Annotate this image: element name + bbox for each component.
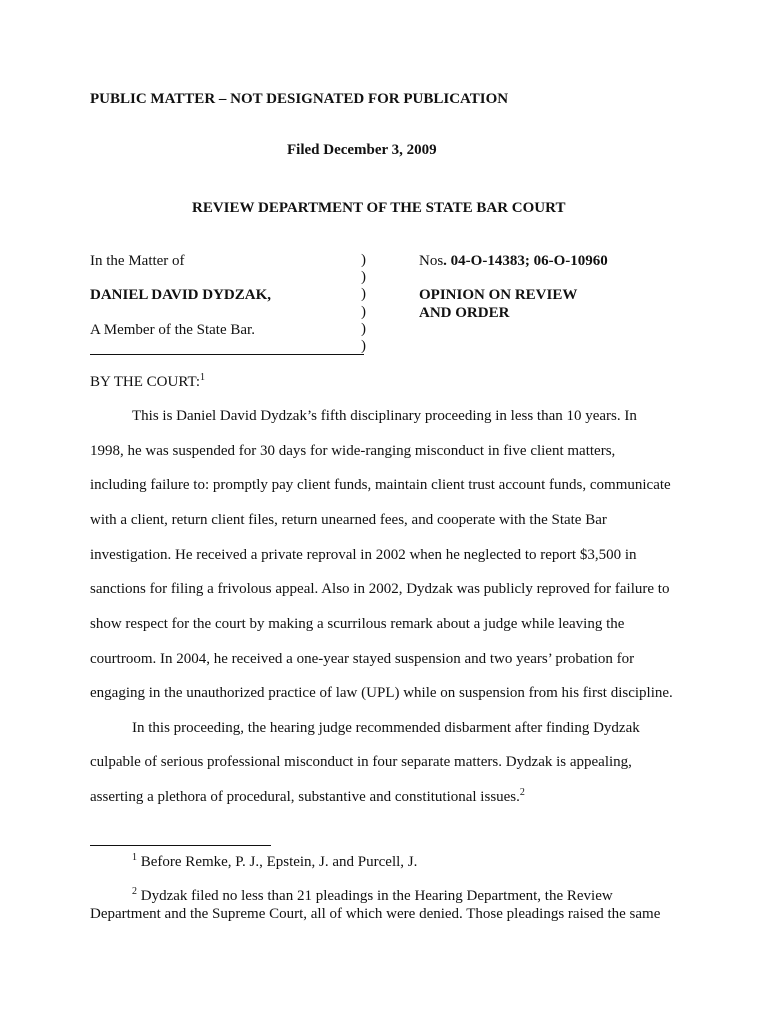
paragraph-line: In this proceeding, the hearing judge recommended disbarment after finding Dydzak <box>132 720 640 736</box>
filed-date: Filed December 3, 2009 <box>287 142 437 158</box>
case-numbers <box>419 252 608 270</box>
paragraph-line <box>90 788 690 806</box>
paragraph-line: 1998, he was suspended for 30 days for wide-ranging misconduct in five client matters, <box>90 443 616 459</box>
public-matter-heading: PUBLIC MATTER – NOT DESIGNATED FOR PUBLICATION <box>90 91 509 107</box>
paragraph-line: This is Daniel David Dydzak’s fifth disciplinary proceeding in less than 10 years. In <box>132 408 637 424</box>
paragraph-line: including failure to: promptly pay client funds, maintain client trust account funds, communicate <box>90 477 671 493</box>
opinion-title-line-1: OPINION ON REVIEW <box>419 287 578 303</box>
paragraph-line: investigation. He received a private reproval in 2002 when he neglected to report $3,500 in <box>90 547 637 563</box>
caption-paren: ) <box>361 269 366 285</box>
footnote-1 <box>132 853 417 871</box>
in-the-matter-label: In the Matter of <box>90 253 185 269</box>
footnote-2-line-1 <box>132 887 613 905</box>
caption-divider <box>90 354 364 355</box>
by-the-court-text: BY THE COURT: <box>90 374 201 390</box>
footnote-2-number: 2 <box>132 886 137 897</box>
footnote-ref-2: 2 <box>519 787 525 798</box>
case-numbers-value: . 04-O-14383; 06-O-10960 <box>443 253 608 269</box>
by-the-court <box>90 373 205 391</box>
caption-paren: ) <box>361 321 366 337</box>
caption-paren: ) <box>361 338 366 354</box>
footnote-separator <box>90 845 271 846</box>
paragraph-line: sanctions for filing a frivolous appeal. Also in 2002, Dydzak was publicly reproved for failure to <box>90 581 670 597</box>
caption-paren: ) <box>361 304 366 320</box>
footnote-2-text: Dydzak filed no less than 21 pleadings in the Hearing Department, the Review <box>137 888 613 904</box>
court-name: REVIEW DEPARTMENT OF THE STATE BAR COURT <box>192 200 566 216</box>
paragraph-line: show respect for the court by making a scurrilous remark about a judge while leaving the <box>90 616 625 632</box>
caption-paren: ) <box>361 286 366 302</box>
respondent-name: DANIEL DAVID DYDZAK, <box>90 287 272 303</box>
case-numbers-label: Nos <box>419 253 444 269</box>
paragraph-line: culpable of serious professional misconduct in four separate matters. Dydzak is appealing, <box>90 754 632 770</box>
footnote-ref-1: 1 <box>200 372 206 383</box>
opinion-title-line-2: AND ORDER <box>419 305 510 321</box>
paragraph-line-text: asserting a plethora of procedural, substantive and constitutional issues. <box>90 789 520 805</box>
member-label: A Member of the State Bar. <box>90 322 255 338</box>
footnote-1-number: 1 <box>132 852 137 863</box>
paragraph-line: with a client, return client files, return unearned fees, and cooperate with the State Bar <box>90 512 607 528</box>
paragraph-line: engaging in the unauthorized practice of law (UPL) while on suspension from his first discipline. <box>90 685 673 701</box>
paragraph-line: courtroom. In 2004, he received a one-year stayed suspension and two years’ probation for <box>90 651 635 667</box>
footnote-2-line-2: Department and the Supreme Court, all of which were denied. Those pleadings raised the same <box>90 906 661 922</box>
caption-paren: ) <box>361 252 366 268</box>
footnote-1-text: Before Remke, P. J., Epstein, J. and Purcell, J. <box>137 854 418 870</box>
